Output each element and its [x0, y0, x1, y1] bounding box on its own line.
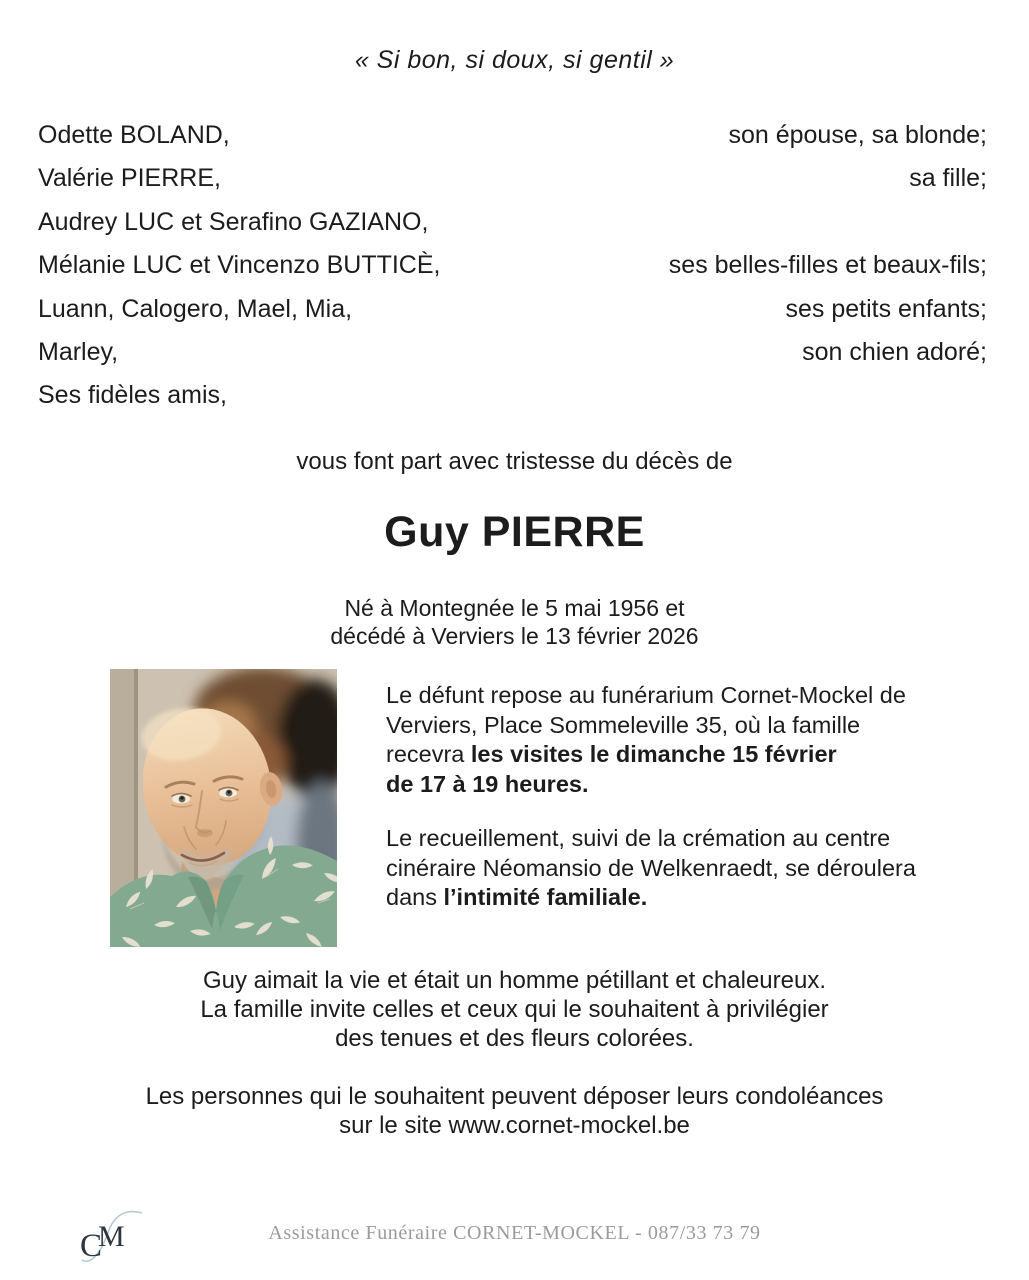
family-relation: son chien adoré;	[802, 338, 987, 367]
repose-line: recevra les visites le dimanche 15 février	[386, 741, 837, 767]
cremation-line: Le recueillement, suivi de la crémation au centre	[386, 825, 891, 851]
family-relation: son épouse, sa blonde;	[728, 121, 987, 149]
family-row	[38, 157, 987, 200]
birth-line: Né à Montegnée le 5 mai 1956 et	[344, 595, 685, 621]
cremation-paragraph	[386, 824, 986, 913]
family-row	[38, 114, 987, 157]
portrait-illustration	[110, 669, 337, 947]
footer-contact-line: Assistance Funéraire CORNET-MOCKEL - 087/33 73 79	[268, 1222, 761, 1244]
svg-text:C: C	[80, 1228, 103, 1264]
family-relation: sa fille;	[909, 164, 987, 193]
portrait-photo	[110, 669, 337, 947]
repose-line: Le défunt repose au funérarium Cornet-Mockel de	[386, 682, 906, 708]
condolences-line: sur le site www.cornet-mockel.be	[339, 1112, 690, 1139]
family-row	[38, 201, 987, 244]
family-member-name: Marley,	[38, 338, 119, 367]
tribute-line: La famille invite celles et ceux qui le souhaitent à privilégier	[200, 996, 829, 1023]
family-row	[38, 244, 987, 287]
svg-text:M: M	[98, 1220, 125, 1253]
repose-line: Verviers, Place Sommeleville 35, où la famille	[386, 711, 861, 738]
deceased-name: Guy PIERRE	[384, 508, 645, 556]
family-relation: ses belles-filles et beaux-fils;	[668, 251, 987, 280]
family-row	[38, 331, 987, 374]
family-member-name: Audrey LUC et Serafino GAZIANO,	[38, 207, 429, 236]
cremation-line: dans l’intimité familiale.	[386, 884, 648, 910]
family-row	[38, 374, 987, 417]
family-member-name: Luann, Calogero, Mael, Mia,	[38, 294, 353, 323]
family-relation: ses petits enfants;	[785, 294, 987, 323]
condolences-line: Les personnes qui le souhaitent peuvent déposer leurs condoléances	[145, 1083, 884, 1110]
family-row	[38, 288, 987, 331]
epitaph-quote: « Si bon, si doux, si gentil »	[354, 46, 675, 74]
family-member-name: Mélanie LUC et Vincenzo BUTTICÈ,	[38, 251, 441, 280]
tribute-line: Guy aimait la vie et était un homme pétillant et chaleureux.	[203, 967, 826, 994]
family-list	[38, 114, 987, 418]
family-member-name: Ses fidèles amis,	[38, 381, 227, 410]
announcement-text: vous font part avec tristesse du décès de	[296, 448, 733, 475]
condolences-paragraph	[0, 1082, 1029, 1140]
tribute-line: des tenues et des fleurs colorées.	[335, 1025, 694, 1052]
cremation-line: cinéraire Néomansio de Welkenraedt, se déroulera	[386, 854, 916, 881]
death-line: décédé à Verviers le 13 février 2026	[330, 623, 699, 649]
tribute-paragraph	[0, 966, 1029, 1053]
birth-death-dates	[0, 594, 1029, 650]
repose-line: de 17 à 19 heures.	[386, 770, 589, 797]
family-member-name: Odette BOLAND,	[38, 121, 230, 149]
family-member-name: Valérie PIERRE,	[38, 164, 221, 193]
repose-paragraph	[386, 681, 986, 799]
